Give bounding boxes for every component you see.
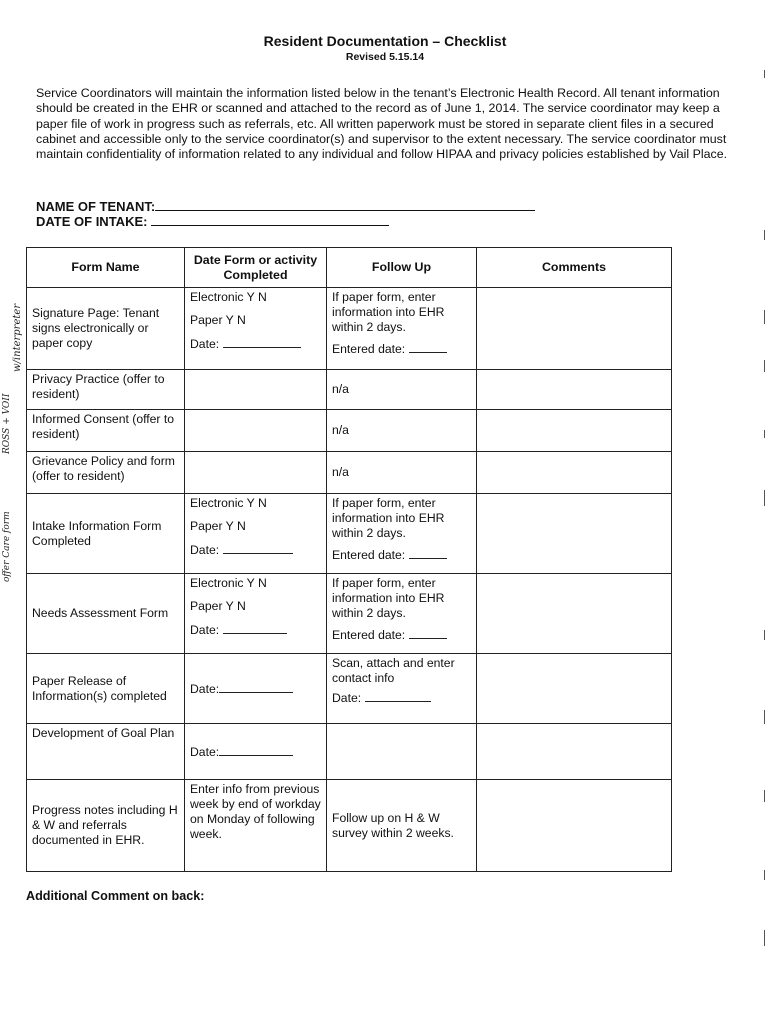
comments-cell[interactable] bbox=[477, 574, 672, 654]
comments-cell[interactable] bbox=[477, 452, 672, 494]
form-name-cell: Privacy Practice (offer to resident) bbox=[27, 370, 185, 410]
date-completed-cell[interactable]: Electronic Y N Paper Y N Date: bbox=[185, 574, 327, 654]
intake-date-field[interactable] bbox=[36, 213, 389, 229]
form-name-cell: Signature Page: Tenant signs electronically or paper copy bbox=[27, 288, 185, 370]
header-row bbox=[27, 248, 672, 288]
table-row bbox=[27, 494, 672, 574]
date-completed-cell[interactable]: Date: bbox=[185, 654, 327, 724]
comments-cell[interactable] bbox=[477, 724, 672, 780]
date-completed-cell[interactable]: Electronic Y N Paper Y N Date: bbox=[185, 494, 327, 574]
intake-date-label: DATE OF INTAKE: bbox=[36, 214, 148, 229]
comments-cell[interactable] bbox=[477, 654, 672, 724]
col-date-completed: Date Form or activity Completed bbox=[185, 248, 327, 288]
follow-up-cell[interactable] bbox=[327, 724, 477, 780]
follow-up-cell[interactable]: If paper form, enter information into EHR within 2 days. Entered date: bbox=[327, 288, 477, 370]
date-completed-cell[interactable] bbox=[185, 452, 327, 494]
form-name-cell: Development of Goal Plan bbox=[27, 724, 185, 780]
tenant-name-line bbox=[155, 198, 345, 211]
tenant-name-line-ext bbox=[345, 198, 535, 211]
follow-up-cell[interactable]: If paper form, enter information into EHR within 2 days. Entered date: bbox=[327, 574, 477, 654]
date-completed-cell[interactable]: Date: bbox=[185, 724, 327, 780]
table-row bbox=[27, 574, 672, 654]
table-row bbox=[27, 288, 672, 370]
table-row bbox=[27, 654, 672, 724]
form-name-cell: Paper Release of Information(s) completed bbox=[27, 654, 185, 724]
form-name-cell: Grievance Policy and form (offer to resident) bbox=[27, 452, 185, 494]
table-row bbox=[27, 410, 672, 452]
comments-cell[interactable] bbox=[477, 410, 672, 452]
col-form-name: Form Name bbox=[27, 248, 185, 288]
follow-up-cell[interactable]: If paper form, enter information into EHR within 2 days. Entered date: bbox=[327, 494, 477, 574]
additional-comment-note: Additional Comment on back: bbox=[26, 889, 205, 903]
follow-up-cell: n/a bbox=[327, 452, 477, 494]
follow-up-cell: n/a bbox=[327, 370, 477, 410]
comments-cell[interactable] bbox=[477, 288, 672, 370]
col-comments: Comments bbox=[477, 248, 672, 288]
comments-cell[interactable] bbox=[477, 494, 672, 574]
comments-cell[interactable] bbox=[477, 780, 672, 872]
handwritten-note-interpreter: w/interpreter bbox=[12, 303, 23, 372]
table-row bbox=[27, 780, 672, 872]
form-name-cell: Informed Consent (offer to resident) bbox=[27, 410, 185, 452]
table-row bbox=[27, 724, 672, 780]
date-completed-cell: Enter info from previous week by end of workday on Monday of following week. bbox=[185, 780, 327, 872]
document-title: Resident Documentation – Checklist bbox=[263, 33, 507, 49]
date-completed-cell[interactable]: Electronic Y N Paper Y N Date: bbox=[185, 288, 327, 370]
follow-up-cell: Follow up on H & W survey within 2 weeks. bbox=[327, 780, 477, 872]
table-row bbox=[27, 452, 672, 494]
date-completed-cell[interactable] bbox=[185, 370, 327, 410]
form-name-cell: Needs Assessment Form bbox=[27, 574, 185, 654]
checklist-table bbox=[26, 247, 672, 872]
form-name-cell: Intake Information Form Completed bbox=[27, 494, 185, 574]
date-completed-cell[interactable] bbox=[185, 410, 327, 452]
revision-date: Revised 5.15.14 bbox=[345, 51, 425, 63]
follow-up-cell: n/a bbox=[327, 410, 477, 452]
table-row bbox=[27, 370, 672, 410]
tenant-name-field[interactable] bbox=[36, 198, 535, 214]
intake-date-line bbox=[151, 213, 389, 226]
col-follow-up: Follow Up bbox=[327, 248, 477, 288]
intro-paragraph: Service Coordinators will maintain the information listed below in the tenant’s Electronic Health Record. All tenant information should be created in the EHR or scanned and attached to the record as of June 1, 2014. The service coordinator may keep a paper file of work in progress such as referrals, etc. All written paperwork must be stored in separate client files in a secured cabinet and accessible only to the service coordinator(s) and supervisor to the extent necessary. The service coordinator must maintain confidentiality of information related to any individual and follow HIPAA and privacy policies established by Vail Place. bbox=[36, 86, 728, 162]
comments-cell[interactable] bbox=[477, 370, 672, 410]
form-name-cell: Progress notes including H & W and referrals documented in EHR. bbox=[27, 780, 185, 872]
scan-edge-marks bbox=[762, 70, 768, 970]
tenant-name-label: NAME OF TENANT: bbox=[36, 199, 156, 214]
follow-up-cell[interactable]: Scan, attach and enter contact info Date: bbox=[327, 654, 477, 724]
handwritten-note-care-form: offer Care form bbox=[2, 511, 12, 582]
handwritten-note-ross: ROSS + VOII bbox=[2, 393, 12, 454]
